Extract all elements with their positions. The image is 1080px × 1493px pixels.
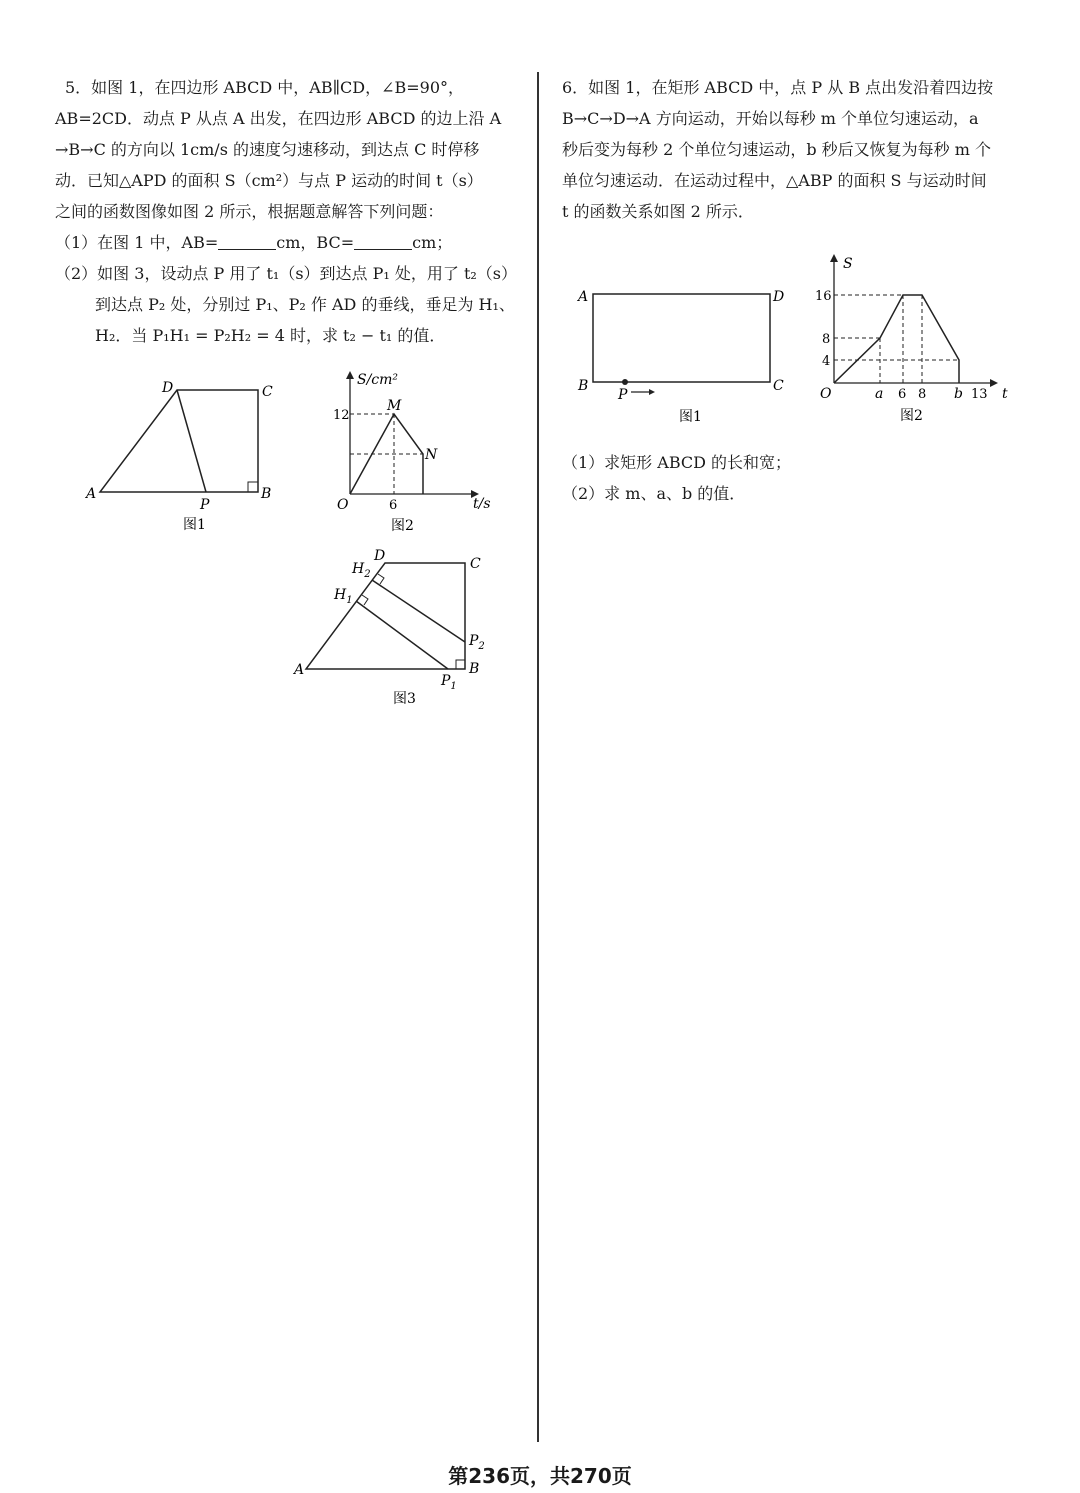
question-5 xyxy=(55,72,525,351)
x-tick-a: a xyxy=(875,386,884,402)
fig2-caption: 图2 xyxy=(900,408,923,424)
label-b: B xyxy=(469,661,480,677)
q5-line-2: AB=2CD．动点 P 从点 A 出发，在四边形 ABCD 的边上沿 A xyxy=(55,109,502,128)
label-p1: $P_1$ xyxy=(441,673,457,692)
label-c: C xyxy=(773,378,784,394)
q6-figure-2 xyxy=(812,250,1017,430)
rectangle-abcd xyxy=(593,294,770,382)
label-b: B xyxy=(578,378,589,394)
q5-sub-question-1 xyxy=(55,227,525,258)
x-tick-13: 13 xyxy=(971,387,988,402)
q5-figure-3 xyxy=(290,545,500,710)
segment-dp xyxy=(177,390,206,492)
y-axis-label: S xyxy=(843,256,853,272)
point-n-label: N xyxy=(425,447,438,463)
label-a: A xyxy=(86,486,97,502)
segment-p1h1 xyxy=(356,601,448,669)
q6-line-1: 6．如图 1，在矩形 ABCD 中，点 P 从 B 点出发沿着四边按 xyxy=(562,78,994,97)
q5-s1-text-c: cm； xyxy=(412,233,453,252)
q5-line-5: 之间的函数图像如图 2 所示，根据题意解答下列问题： xyxy=(55,202,444,221)
column-divider xyxy=(537,72,539,1442)
label-p2: $P_2$ xyxy=(469,633,485,652)
bc-answer-blank[interactable] xyxy=(354,233,412,250)
label-c: C xyxy=(470,556,481,572)
point-m-label: M xyxy=(387,398,402,414)
q5-figure-1 xyxy=(80,375,280,535)
q6-line-4: 单位匀速运动．在运动过程中，△ABP 的面积 S 与运动时间 xyxy=(562,171,987,190)
fig2-caption: 图2 xyxy=(391,518,414,534)
x-tick-6: 6 xyxy=(389,498,398,513)
x-axis-label: t xyxy=(1002,386,1008,402)
y-axis-arrow xyxy=(346,371,354,379)
y-axis-arrow xyxy=(830,254,838,262)
y-tick-4: 4 xyxy=(822,354,831,369)
label-a: A xyxy=(578,289,589,305)
label-d: D xyxy=(162,380,174,396)
origin-label: O xyxy=(337,497,349,513)
q5-sub-question-2-line-3: H₂．当 P₁H₁ = P₂H₂ = 4 时，求 t₂ − t₁ 的值． xyxy=(95,326,446,345)
quadrilateral-abcd xyxy=(100,390,258,492)
y-axis-label: S/cm² xyxy=(357,372,399,388)
q5-line-1: 5．如图 1，在四边形 ABCD 中，AB∥CD，∠B=90°， xyxy=(65,78,465,97)
ab-answer-blank[interactable] xyxy=(218,233,276,250)
label-d: D xyxy=(374,548,386,564)
q5-sub-question-2-line-2: 到达点 P₂ 处，分别过 P₁、P₂ 作 AD 的垂线，垂足为 H₁、 xyxy=(95,295,515,314)
x-axis-label: t/s xyxy=(473,496,491,512)
fig1-caption: 图1 xyxy=(679,409,702,425)
q5-s1-text-b: cm，BC= xyxy=(276,233,355,252)
function-graph xyxy=(834,295,959,383)
y-tick-8: 8 xyxy=(822,332,831,347)
q6-figure-1 xyxy=(575,280,795,430)
fig3-caption: 图3 xyxy=(393,691,416,707)
label-h2: $H_2$ xyxy=(352,561,371,580)
label-c: C xyxy=(262,384,273,400)
fig1-caption: 图1 xyxy=(183,517,206,533)
q6-sub-question-2: （2）求 m、a、b 的值． xyxy=(562,484,746,503)
q6-line-3: 秒后变为每秒 2 个单位匀速运动，b 秒后又恢复为每秒 m 个 xyxy=(562,140,992,159)
right-angle-h2 xyxy=(378,574,384,584)
q5-s1-text-a: （1）在图 1 中，AB= xyxy=(55,233,219,252)
label-d: D xyxy=(773,289,785,305)
origin-label: O xyxy=(820,386,832,402)
q5-line-4: 动．已知△APD 的面积 S（cm²）与点 P 运动的时间 t（s） xyxy=(55,171,483,190)
x-tick-b: b xyxy=(954,386,963,402)
question-6-subquestions xyxy=(562,447,1032,509)
y-tick-12: 12 xyxy=(333,408,350,423)
point-p xyxy=(622,379,628,385)
q5-line-3: →B→C 的方向以 1cm/s 的速度匀速移动，到达点 C 时停移 xyxy=(55,140,480,159)
label-a: A xyxy=(294,662,305,678)
question-6 xyxy=(562,72,1032,227)
q5-figure-2 xyxy=(325,365,495,540)
page-number-footer: 第236页，共270页 xyxy=(448,1464,632,1488)
right-angle-b xyxy=(456,660,465,669)
right-angle-h1 xyxy=(362,595,368,605)
label-h1: $H_1$ xyxy=(334,587,353,606)
q6-line-2: B→C→D→A 方向运动，开始以每秒 m 个单位匀速运动，a xyxy=(562,109,979,128)
q6-line-5: t 的函数关系如图 2 所示． xyxy=(562,202,754,221)
label-p: P xyxy=(618,387,628,403)
direction-arrow-head xyxy=(649,389,655,395)
x-tick-6: 6 xyxy=(898,387,907,402)
q6-sub-question-1: （1）求矩形 ABCD 的长和宽； xyxy=(562,453,792,472)
q5-sub-question-2-line-1: （2）如图 3，设动点 P 用了 t₁（s）到达点 P₁ 处，用了 t₂（s） xyxy=(55,264,518,283)
x-axis-arrow xyxy=(990,379,998,387)
quadrilateral-abcd xyxy=(306,563,465,669)
segment-p2h2 xyxy=(372,580,465,642)
label-b: B xyxy=(261,486,272,502)
y-tick-16: 16 xyxy=(815,289,832,304)
x-tick-8: 8 xyxy=(918,387,927,402)
label-p: P xyxy=(200,497,210,513)
right-angle-mark xyxy=(248,482,258,492)
